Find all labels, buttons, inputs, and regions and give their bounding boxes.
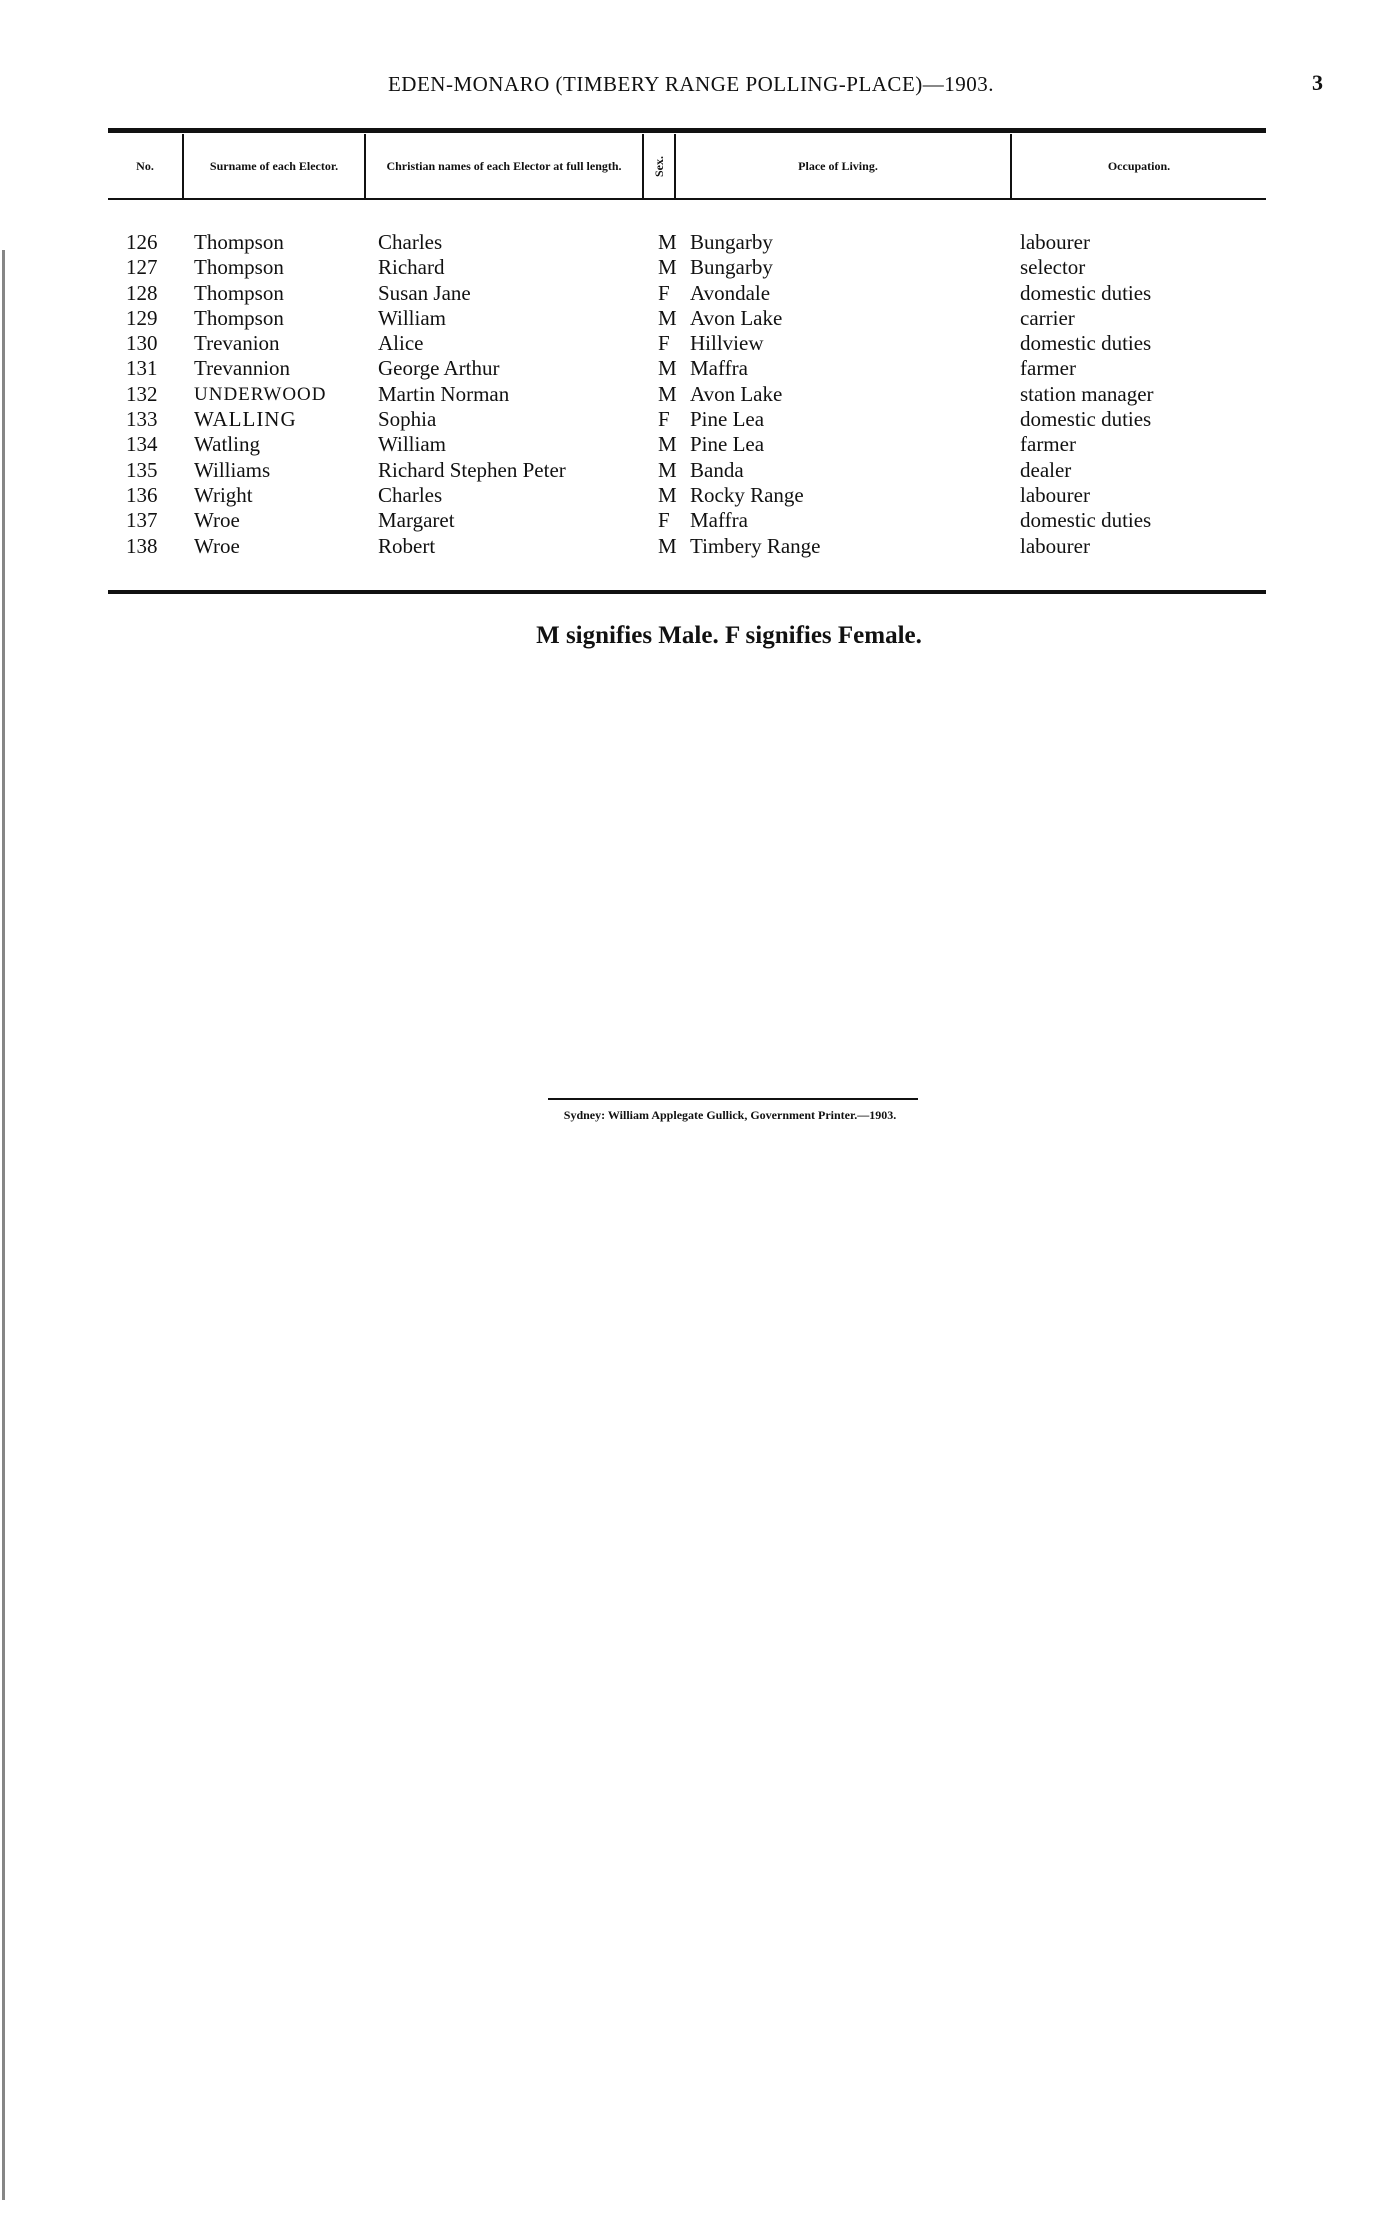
elector-place-of-living: Maffra bbox=[690, 508, 748, 533]
elector-surname: Williams bbox=[194, 457, 271, 482]
column-divider bbox=[364, 134, 366, 198]
elector-christian-names: William bbox=[378, 305, 446, 330]
column-header-surname: Surname of each Elector. bbox=[209, 158, 339, 173]
elector-surname: Wroe bbox=[194, 508, 240, 533]
elector-number: 135 bbox=[126, 457, 158, 482]
elector-sex: F bbox=[658, 508, 670, 533]
elector-surname: Wright bbox=[194, 482, 253, 507]
elector-occupation: labourer bbox=[1020, 230, 1090, 254]
elector-christian-names: Alice bbox=[378, 331, 424, 356]
elector-occupation: farmer bbox=[1020, 432, 1076, 457]
table-header bbox=[108, 134, 1266, 198]
elector-place-of-living: Pine Lea bbox=[690, 432, 765, 457]
elector-number: 130 bbox=[126, 331, 158, 356]
elector-number: 137 bbox=[126, 508, 158, 533]
elector-christian-names: Charles bbox=[378, 230, 443, 254]
table-row bbox=[108, 407, 1266, 432]
printer-imprint: Sydney: William Applegate Gullick, Government Printer.—1903. bbox=[563, 1108, 897, 1122]
elector-place-of-living: Avondale bbox=[690, 280, 771, 305]
elector-christian-names: William bbox=[378, 432, 446, 457]
elector-number: 127 bbox=[126, 255, 158, 280]
elector-place-of-living: Maffra bbox=[690, 356, 748, 381]
elector-place-of-living: Avon Lake bbox=[690, 305, 783, 330]
elector-occupation: domestic duties bbox=[1020, 280, 1152, 305]
elector-occupation: station manager bbox=[1020, 381, 1154, 406]
elector-place-of-living: Banda bbox=[690, 457, 744, 482]
elector-number: 138 bbox=[126, 533, 158, 558]
table-header-rule bbox=[108, 198, 1266, 200]
elector-occupation: labourer bbox=[1020, 533, 1090, 558]
elector-sex: M bbox=[658, 230, 677, 254]
table-row bbox=[108, 432, 1266, 457]
elector-number: 132 bbox=[126, 381, 158, 406]
table-row bbox=[108, 331, 1266, 356]
elector-surname: Thompson bbox=[194, 280, 284, 305]
elector-christian-names: Martin Norman bbox=[378, 381, 510, 406]
table-row bbox=[108, 534, 1266, 559]
elector-occupation: dealer bbox=[1020, 457, 1072, 482]
elector-christian-names: Charles bbox=[378, 482, 443, 507]
column-divider bbox=[642, 134, 644, 198]
elector-number: 133 bbox=[126, 407, 158, 432]
elector-sex: M bbox=[658, 305, 677, 330]
elector-sex: M bbox=[658, 482, 677, 507]
elector-place-of-living: Avon Lake bbox=[690, 381, 783, 406]
elector-occupation: carrier bbox=[1020, 305, 1075, 330]
elector-sex: F bbox=[658, 407, 670, 432]
elector-sex: M bbox=[658, 432, 677, 457]
column-header-occupation: Occupation. bbox=[1107, 158, 1171, 173]
elector-number: 128 bbox=[126, 280, 158, 305]
elector-surname: WALLING bbox=[194, 407, 297, 432]
elector-surname: Trevannion bbox=[194, 356, 291, 381]
elector-list bbox=[108, 230, 1266, 559]
table-row bbox=[108, 255, 1266, 280]
elector-sex: M bbox=[658, 255, 677, 280]
table-row bbox=[108, 306, 1266, 331]
column-header-no: No. bbox=[136, 158, 154, 173]
table-row bbox=[108, 230, 1266, 255]
elector-occupation: labourer bbox=[1020, 482, 1090, 507]
table-bottom-rule bbox=[108, 590, 1266, 594]
page-title: EDEN-MONARO (TIMBERY RANGE POLLING-PLACE)—1903. bbox=[387, 72, 995, 96]
elector-place-of-living: Bungarby bbox=[690, 230, 773, 254]
elector-surname: Thompson bbox=[194, 230, 284, 254]
elector-christian-names: George Arthur bbox=[378, 356, 500, 381]
column-header-sex-label: Sex. bbox=[651, 155, 666, 177]
column-header-place-of-living: Place of Living. bbox=[798, 158, 878, 173]
page-number: 3 bbox=[1312, 70, 1323, 95]
elector-christian-names: Susan Jane bbox=[378, 280, 471, 305]
elector-occupation: domestic duties bbox=[1020, 508, 1152, 533]
column-header-christian-names: Christian names of each Elector at full length. bbox=[386, 158, 622, 173]
table-row bbox=[108, 483, 1266, 508]
elector-sex: M bbox=[658, 457, 677, 482]
table-row bbox=[108, 508, 1266, 533]
elector-place-of-living: Pine Lea bbox=[690, 407, 765, 432]
elector-christian-names: Richard Stephen Peter bbox=[378, 457, 566, 482]
elector-christian-names: Sophia bbox=[378, 407, 437, 432]
elector-surname: Trevanion bbox=[194, 331, 280, 356]
table-row bbox=[108, 356, 1266, 381]
elector-occupation: selector bbox=[1020, 255, 1086, 280]
table-row bbox=[108, 382, 1266, 407]
column-divider bbox=[182, 134, 184, 198]
elector-place-of-living: Hillview bbox=[690, 331, 764, 356]
elector-sex: M bbox=[658, 381, 677, 406]
elector-christian-names: Margaret bbox=[378, 508, 455, 533]
column-divider bbox=[1010, 134, 1012, 198]
elector-surname: Wroe bbox=[194, 533, 240, 558]
sex-key-footnote: M signifies Male. F signifies Female. bbox=[536, 622, 922, 649]
elector-surname: UNDERWOOD bbox=[194, 383, 327, 405]
column-divider bbox=[674, 134, 676, 198]
elector-number: 129 bbox=[126, 305, 158, 330]
elector-place-of-living: Bungarby bbox=[690, 255, 773, 280]
elector-christian-names: Richard bbox=[378, 255, 445, 280]
elector-sex: M bbox=[658, 533, 677, 558]
table-row bbox=[108, 281, 1266, 306]
elector-occupation: farmer bbox=[1020, 356, 1076, 381]
margin-binding-mark bbox=[2, 250, 5, 2200]
elector-number: 126 bbox=[126, 230, 158, 254]
elector-place-of-living: Rocky Range bbox=[690, 482, 804, 507]
imprint-rule bbox=[548, 1098, 918, 1100]
elector-sex: F bbox=[658, 331, 670, 356]
elector-christian-names: Robert bbox=[378, 533, 436, 558]
elector-sex: M bbox=[658, 356, 677, 381]
elector-place-of-living: Timbery Range bbox=[690, 533, 821, 558]
elector-occupation: domestic duties bbox=[1020, 407, 1152, 432]
elector-number: 134 bbox=[126, 432, 158, 457]
elector-surname: Thompson bbox=[194, 255, 284, 280]
elector-occupation: domestic duties bbox=[1020, 331, 1152, 356]
column-header-sex bbox=[644, 134, 674, 198]
elector-number: 131 bbox=[126, 356, 158, 381]
elector-sex: F bbox=[658, 280, 670, 305]
table-row bbox=[108, 458, 1266, 483]
elector-surname: Watling bbox=[194, 432, 260, 457]
elector-surname: Thompson bbox=[194, 305, 284, 330]
elector-number: 136 bbox=[126, 482, 158, 507]
table-top-rule bbox=[108, 128, 1266, 133]
